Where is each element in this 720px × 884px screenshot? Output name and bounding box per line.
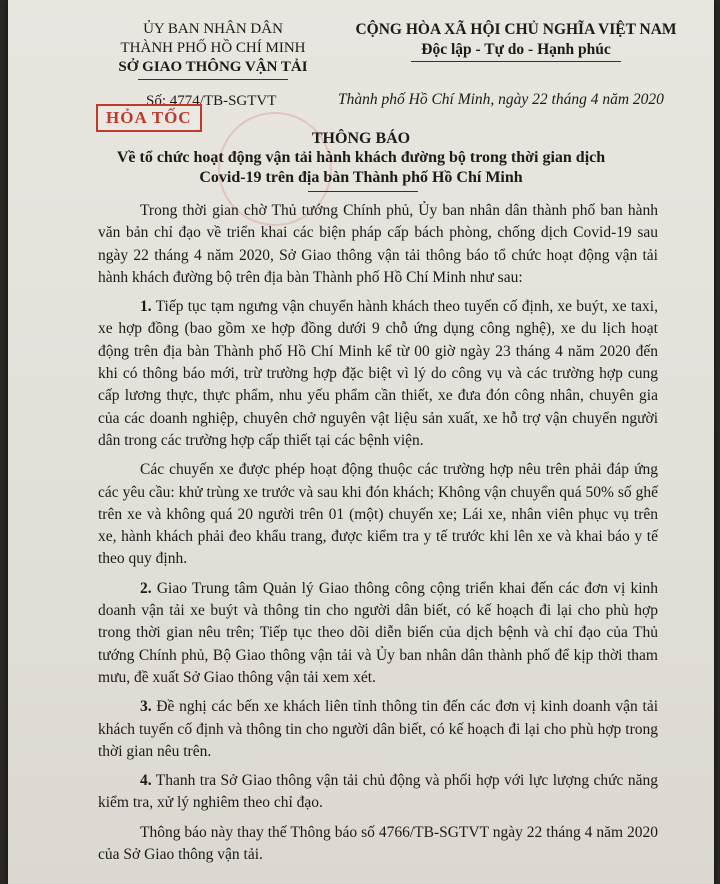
issuing-authority [98, 20, 328, 80]
urgent-stamp: HỎA TỐC [96, 104, 202, 132]
paragraph-2-text: Giao Trung tâm Quản lý Giao thông công cộng triển khai đến các đơn vị kinh doanh vận tải xe buýt và thông tin cho người dân biết, có kế hoạch đi lại cho phù hợp trong thời gian nêu trên; Tiếp tục theo dõi diễn biến của dịch bệnh và chỉ đạo của Thủ tướng Chính phủ, Bộ Giao thông vận tải và Ủy ban nhân dân thành phố để kịp thời tham mưu, đề xuất Sở Giao thông vận tải xem xét. [98, 579, 659, 686]
paragraph-4-number: 4. [140, 772, 152, 790]
paragraph-2 [98, 578, 658, 689]
nation-name: CỘNG HÒA XÃ HỘI CHỦ NGHĨA VIỆT NAM [355, 21, 677, 38]
org-line-3: SỞ GIAO THÔNG VẬN TẢI [118, 59, 308, 75]
paragraph-4-text: Thanh tra Sở Giao thông vận tải chủ động và phối hợp với lực lượng chức năng kiểm tra, xử lý nghiêm theo chỉ đạo. [98, 772, 658, 812]
paragraph-3 [98, 696, 658, 763]
intro-paragraph: Trong thời gian chờ Thủ tướng Chính phủ, Ủy ban nhân dân thành phố ban hành văn bản chỉ đạo về triển khai các biện pháp cấp bách phòng, chống dịch Covid-19 sau ngày 22 tháng 4 năm 2020, Sở Giao thông vận tải thông báo tổ chức hoạt động vận tải hành khách đường bộ trên địa bàn Thành phố Hồ Chí Minh như sau: [98, 202, 658, 286]
closing-paragraph: Thông báo này thay thế Thông báo số 4766/TB-SGTVT ngày 22 tháng 4 năm 2020 của Sở Giao thông vận tải. [98, 823, 658, 864]
subtitle-line-1: Về tổ chức hoạt động vận tải hành khách đường bộ trong thời gian dịch [116, 149, 606, 166]
paragraph-1-text: Tiếp tục tạm ngưng vận chuyển hành khách theo tuyến cố định, xe buýt, xe taxi, xe hợp đồng (bao gồm xe hợp đồng dưới 9 chỗ ứng dụng công nghệ), xe du lịch hoạt động trên địa bàn Thành phố Hồ Chí Minh kể từ 00 giờ ngày 23 tháng 4 năm 2020 đến khi có thông báo mới, trừ trường hợp đặc biệt vì lý do công vụ và các trường hợp cung cấp lương thực, thực phẩm, nhu yếu phẩm cần thiết, xe đưa đón công nhân, chuyên gia của các doanh nghiệp, chuyên chở nguyên vật liệu sản xuất, xe hỗ trợ vận chuyển người dân trong các trường hợp cấp thiết tại các bệnh viện. [98, 298, 658, 449]
org-underline [138, 79, 288, 80]
motto: Độc lập - Tự do - Hạnh phúc [421, 41, 611, 58]
paragraph-3-number: 3. [140, 698, 152, 716]
motto-underline [411, 61, 621, 62]
document-body [98, 200, 658, 873]
paragraph-1-number: 1. [140, 298, 152, 316]
org-line-2: THÀNH PHỐ HỒ CHÍ MINH [120, 40, 306, 56]
national-header [326, 20, 706, 62]
subtitle-line-2: Covid-19 trên địa bàn Thành phố Hồ Chí Minh [199, 169, 523, 186]
document-subtitle [8, 148, 714, 188]
document-title: THÔNG BÁO [311, 130, 411, 147]
paragraph-2-number: 2. [140, 579, 152, 597]
paragraph-1b: Các chuyến xe được phép hoạt động thuộc các trường hợp nêu trên phải đáp ứng các yêu cầu: khử trùng xe trước và sau khi đón khách; Không vận chuyển quá 50% số ghế trên xe và không quá 20 người trên 01 (một) chuyến xe; Lái xe, nhân viên phục vụ trên xe, hành khách phải đeo khẩu trang, được kiểm tra y tế trước khi lên xe và khai báo y tế theo quy định. [98, 461, 658, 568]
paragraph-3-text: Đề nghị các bến xe khách liên tỉnh thông tin đến các đơn vị kinh doanh vận tải khách tuyến cố định và thông tin cho người dân biết, có kế hoạch đi lại cho phù hợp trong thời gian nêu trên. [98, 698, 658, 760]
document-date: Thành phố Hồ Chí Minh, ngày 22 tháng 4 năm 2020 [338, 91, 664, 108]
title-underline [308, 191, 418, 192]
document-page [8, 0, 714, 884]
document-number: Số: 4774/TB-SGTVT [146, 93, 277, 109]
paragraph-4 [98, 770, 658, 815]
org-line-1: ỦY BAN NHÂN DÂN [143, 21, 283, 37]
paragraph-1 [98, 296, 658, 452]
